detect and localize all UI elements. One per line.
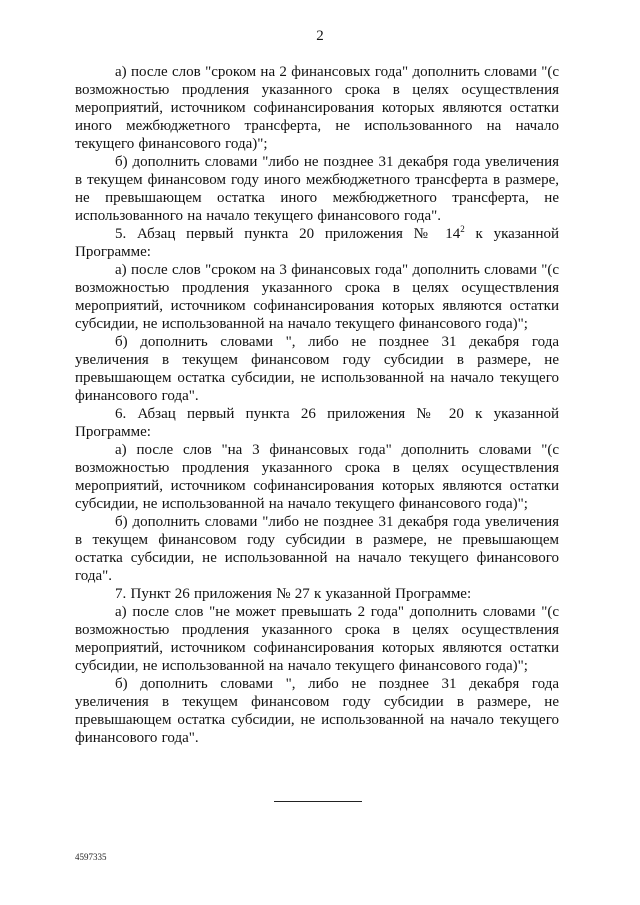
item5-text-after: к указанной Программе: <box>75 226 560 260</box>
paragraph-item-7a: а) после слов "не может превышать 2 года" дополнить словами "(с возможностью продления указанного срока в целях осуществления мероприятий, источником софинансирования которых являются остатки субсидии, не использованной на начало текущего финансового года)"; <box>75 604 559 674</box>
paragraph-item-5b: б) дополнить словами ", либо не позднее 31 декабря года увеличения в текущем финансовом году субсидии в размере, не превышающем остатка субсидии, не использованной на начало текущего финансового года". <box>75 334 559 404</box>
paragraph-item-4a: а) после слов "сроком на 2 финансовых года" дополнить словами "(с возможностью продления указанного срока в целях осуществления мероприятий, источником софинансирования которых являются остатки иного межбюджетного трансферта, не использованного на начало текущего финансового года)"; <box>75 64 559 152</box>
item5-text-before: 5. Абзац первый пункта 20 приложения № 14 <box>115 226 461 242</box>
paragraph-item-6b: б) дополнить словами "либо не позднее 31 декабря года увеличения в текущем финансовом году субсидии в размере, не превышающем остатка субсидии, не использованной на начало текущего финансового года". <box>75 514 559 584</box>
paragraph-item-7b: б) дополнить словами ", либо не позднее 31 декабря года увеличения в текущем финансовом году субсидии в размере, не превышающем остатка субсидии, не использованной на начало текущего финансового года". <box>75 676 559 746</box>
paragraph-item-7-heading: 7. Пункт 26 приложения № 27 к указанной Программе: <box>115 586 472 602</box>
document-body <box>75 63 559 747</box>
paragraph-item-4b: б) дополнить словами "либо не позднее 31 декабря года увеличения в текущем финансовом году иного межбюджетного трансферта в размере, не превышающем остатка иного межбюджетного трансферта, не использованного на начало текущего финансового года". <box>75 154 559 224</box>
paragraph-item-6-heading: 6. Абзац первый пункта 26 приложения № 20 к указанной Программе: <box>75 406 559 440</box>
item5-superscript: 2 <box>460 224 465 234</box>
page-number: 2 <box>316 28 324 44</box>
document-id: 4597335 <box>75 852 107 862</box>
paragraph-item-6a: а) после слов "на 3 финансовых года" дополнить словами "(с возможностью продления указанного срока в целях осуществления мероприятий, источником софинансирования которых являются остатки субсидии, не использованной на начало текущего финансового года)"; <box>75 442 559 512</box>
paragraph-item-5a: а) после слов "сроком на 3 финансовых года" дополнить словами "(с возможностью продления указанного срока в целях осуществления мероприятий, источником софинансирования которых являются остатки субсидии, не использованной на начало текущего финансового года)"; <box>75 262 559 332</box>
footnote-separator <box>274 801 362 802</box>
paragraph-item-5-heading <box>75 225 559 261</box>
